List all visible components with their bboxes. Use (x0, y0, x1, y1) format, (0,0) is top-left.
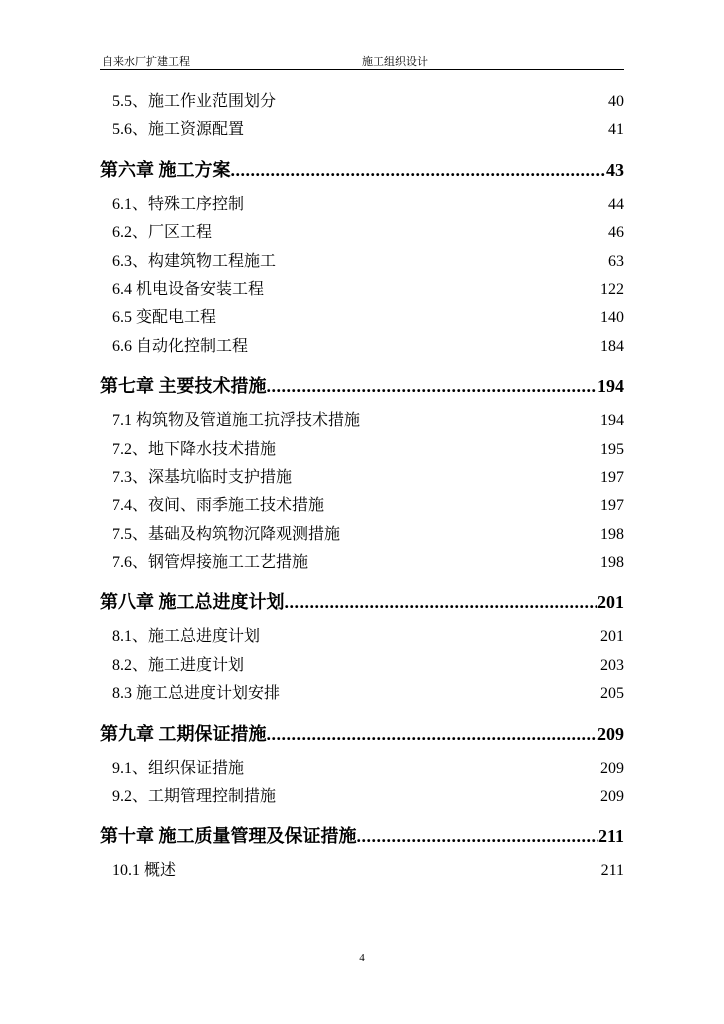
toc-section-title: 7.5、基础及构筑物沉降观测措施 (112, 525, 341, 543)
toc-section-entry[interactable] (100, 623, 624, 651)
toc-page-number: 140 (600, 309, 624, 327)
toc-page-number: 46 (608, 224, 624, 242)
toc-section-title: 6.6 自动化控制工程 (112, 337, 249, 355)
toc-page-number: 203 (600, 656, 624, 674)
toc-section-entry[interactable] (100, 464, 624, 492)
toc-page-number: 209 (600, 759, 624, 777)
toc-dot-leader (285, 587, 598, 617)
toc-page-number: 205 (600, 685, 624, 703)
page-header (100, 53, 624, 70)
toc-page-number: 209 (597, 723, 624, 744)
toc-page-number: 201 (597, 592, 624, 613)
toc-section-entry[interactable] (100, 652, 624, 680)
toc-section-entry[interactable] (100, 549, 624, 577)
toc-chapter-entry[interactable] (100, 371, 624, 401)
toc-page-number: 197 (600, 468, 624, 486)
toc-chapter-entry[interactable] (100, 587, 624, 617)
toc-section-entry[interactable] (100, 783, 624, 811)
toc-page-number: 211 (600, 862, 624, 880)
toc-section-title: 10.1 概述 (112, 862, 177, 880)
toc-section-title: 9.2、工期管理控制措施 (112, 788, 277, 806)
toc-section-entry[interactable] (100, 857, 624, 885)
toc-page-number: 40 (608, 93, 624, 110)
toc-page-number: 194 (600, 412, 624, 430)
page-number: 4 (359, 952, 365, 964)
toc-section-title: 7.6、钢管焊接施工工艺措施 (112, 554, 309, 572)
toc-section-title: 6.4 机电设备安装工程 (112, 280, 265, 298)
header-project-name: 自来水厂扩建工程 (102, 56, 190, 68)
toc-section-entry[interactable] (100, 88, 624, 116)
toc-section-title: 7.4、夜间、雨季施工技术措施 (112, 497, 325, 515)
toc-chapter-title: 第十章 施工质量管理及保证措施 (100, 826, 357, 847)
toc-section-title: 8.2、施工进度计划 (112, 656, 245, 674)
toc-page-number: 41 (608, 121, 624, 139)
toc-section-title: 6.2、厂区工程 (112, 224, 213, 242)
toc-page-number: 122 (600, 280, 624, 298)
toc-section-title: 7.3、深基坑临时支护措施 (112, 468, 293, 486)
toc-section-entry[interactable] (100, 276, 624, 304)
toc-section-entry[interactable] (100, 248, 624, 276)
toc-dot-leader (231, 155, 607, 185)
toc-chapter-title: 第八章 施工总进度计划 (100, 592, 285, 613)
toc-section-entry[interactable] (100, 333, 624, 361)
toc-chapter-entry[interactable] (100, 719, 624, 749)
header-document-title: 施工组织设计 (362, 56, 428, 68)
toc-section-entry[interactable] (100, 407, 624, 435)
toc-section-title: 7.2、地下降水技术措施 (112, 440, 277, 458)
toc-chapter-entry[interactable] (100, 155, 624, 185)
toc-dot-leader (267, 719, 598, 749)
toc-section-entry[interactable] (100, 521, 624, 549)
toc-section-title: 9.1、组织保证措施 (112, 759, 245, 777)
toc-page-number: 201 (600, 628, 624, 646)
toc-page-number: 194 (597, 376, 624, 397)
toc-section-title: 5.5、施工作业范围划分 (112, 93, 277, 110)
toc-chapter-title: 第九章 工期保证措施 (100, 723, 267, 744)
toc-page-number: 184 (600, 337, 624, 355)
toc-section-title: 6.3、构建筑物工程施工 (112, 252, 277, 270)
toc-section-entry[interactable] (100, 436, 624, 464)
toc-section-title: 5.6、施工资源配置 (112, 121, 245, 139)
toc-page-number: 198 (600, 554, 624, 572)
toc-section-entry[interactable] (100, 219, 624, 247)
toc-section-title: 7.1 构筑物及管道施工抗浮技术措施 (112, 412, 361, 430)
toc-section-entry[interactable] (100, 191, 624, 219)
toc-section-entry[interactable] (100, 116, 624, 144)
toc-chapter-title: 第六章 施工方案 (100, 159, 231, 180)
toc-dot-leader (357, 821, 598, 851)
toc-section-entry[interactable] (100, 755, 624, 783)
toc-section-entry[interactable] (100, 492, 624, 520)
toc-page-number: 44 (608, 195, 624, 213)
toc-section-title: 8.3 施工总进度计划安排 (112, 685, 281, 703)
toc-section-entry[interactable] (100, 680, 624, 708)
toc-page-number: 209 (600, 788, 624, 806)
toc-dot-leader (267, 371, 598, 401)
toc-section-entry[interactable] (100, 304, 624, 332)
toc-chapter-entry[interactable] (100, 821, 624, 851)
toc-section-title: 6.5 变配电工程 (112, 309, 217, 327)
toc-page-number: 43 (606, 159, 624, 180)
table-of-contents (100, 88, 624, 886)
toc-page-number: 195 (600, 440, 624, 458)
toc-section-title: 8.1、施工总进度计划 (112, 628, 261, 646)
toc-section-title: 6.1、特殊工序控制 (112, 195, 245, 213)
toc-page-number: 197 (600, 497, 624, 515)
toc-page-number: 211 (597, 826, 624, 847)
toc-page-number: 63 (608, 252, 624, 270)
toc-page-number: 198 (600, 525, 624, 543)
toc-chapter-title: 第七章 主要技术措施 (100, 376, 267, 397)
